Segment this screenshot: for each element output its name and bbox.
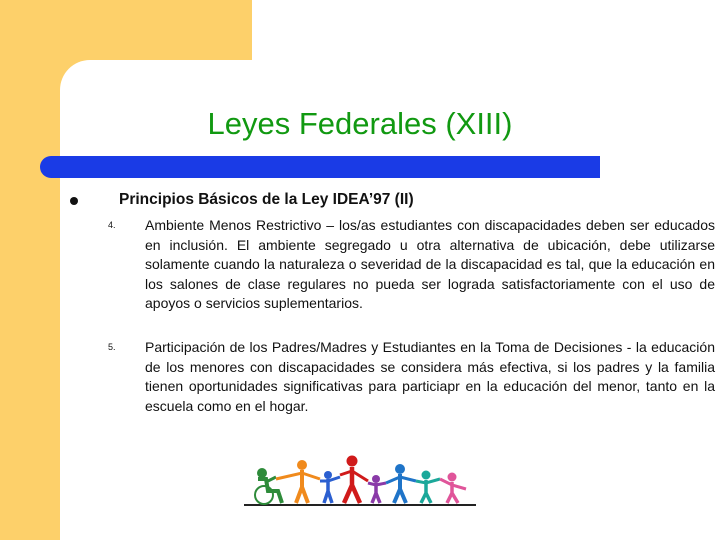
list-item-text: Participación de los Padres/Madres y Estudiantes en la Toma de Decisiones - la educación de los menores con discapacidades se considera más efectiva, si los padres y la familia tienen oportunidades significativas para particiapr en la educación del menor, tanto en la escuela como en el hogar. [145,339,715,414]
list-item-number: 5. [108,342,116,352]
list-item-text: Ambiente Menos Restrictivo – los/as estudiantes con discapacidades deben ser educados en inclusión. El ambiente segregado u otra alternativa de ubicación, debe utilizarse solamente cuando la naturaleza o severidad de la discapacidad es tal, que la educación en los salones de clase regulares no pueda ser lograda satisfactoriamente con el uso de apoyos o servicios suplementarios. [145,217,715,311]
pink-figure [440,473,466,504]
bullet-icon [70,197,78,205]
family-holding-hands-icon [244,455,476,517]
teal-figure [416,471,440,504]
red-figure [340,456,368,504]
blue-figure [320,471,340,503]
orange-figure [276,460,320,503]
list-item-number: 4. [108,220,116,230]
title-underline-bar [40,156,600,178]
wheelchair-figure [255,468,282,504]
slide-title: Leyes Federales (XIII) [207,106,513,141]
blue-adult-figure [386,464,416,503]
section-heading: Principios Básicos de la Ley IDEA’97 (II) [119,191,414,208]
purple-figure [368,475,386,503]
